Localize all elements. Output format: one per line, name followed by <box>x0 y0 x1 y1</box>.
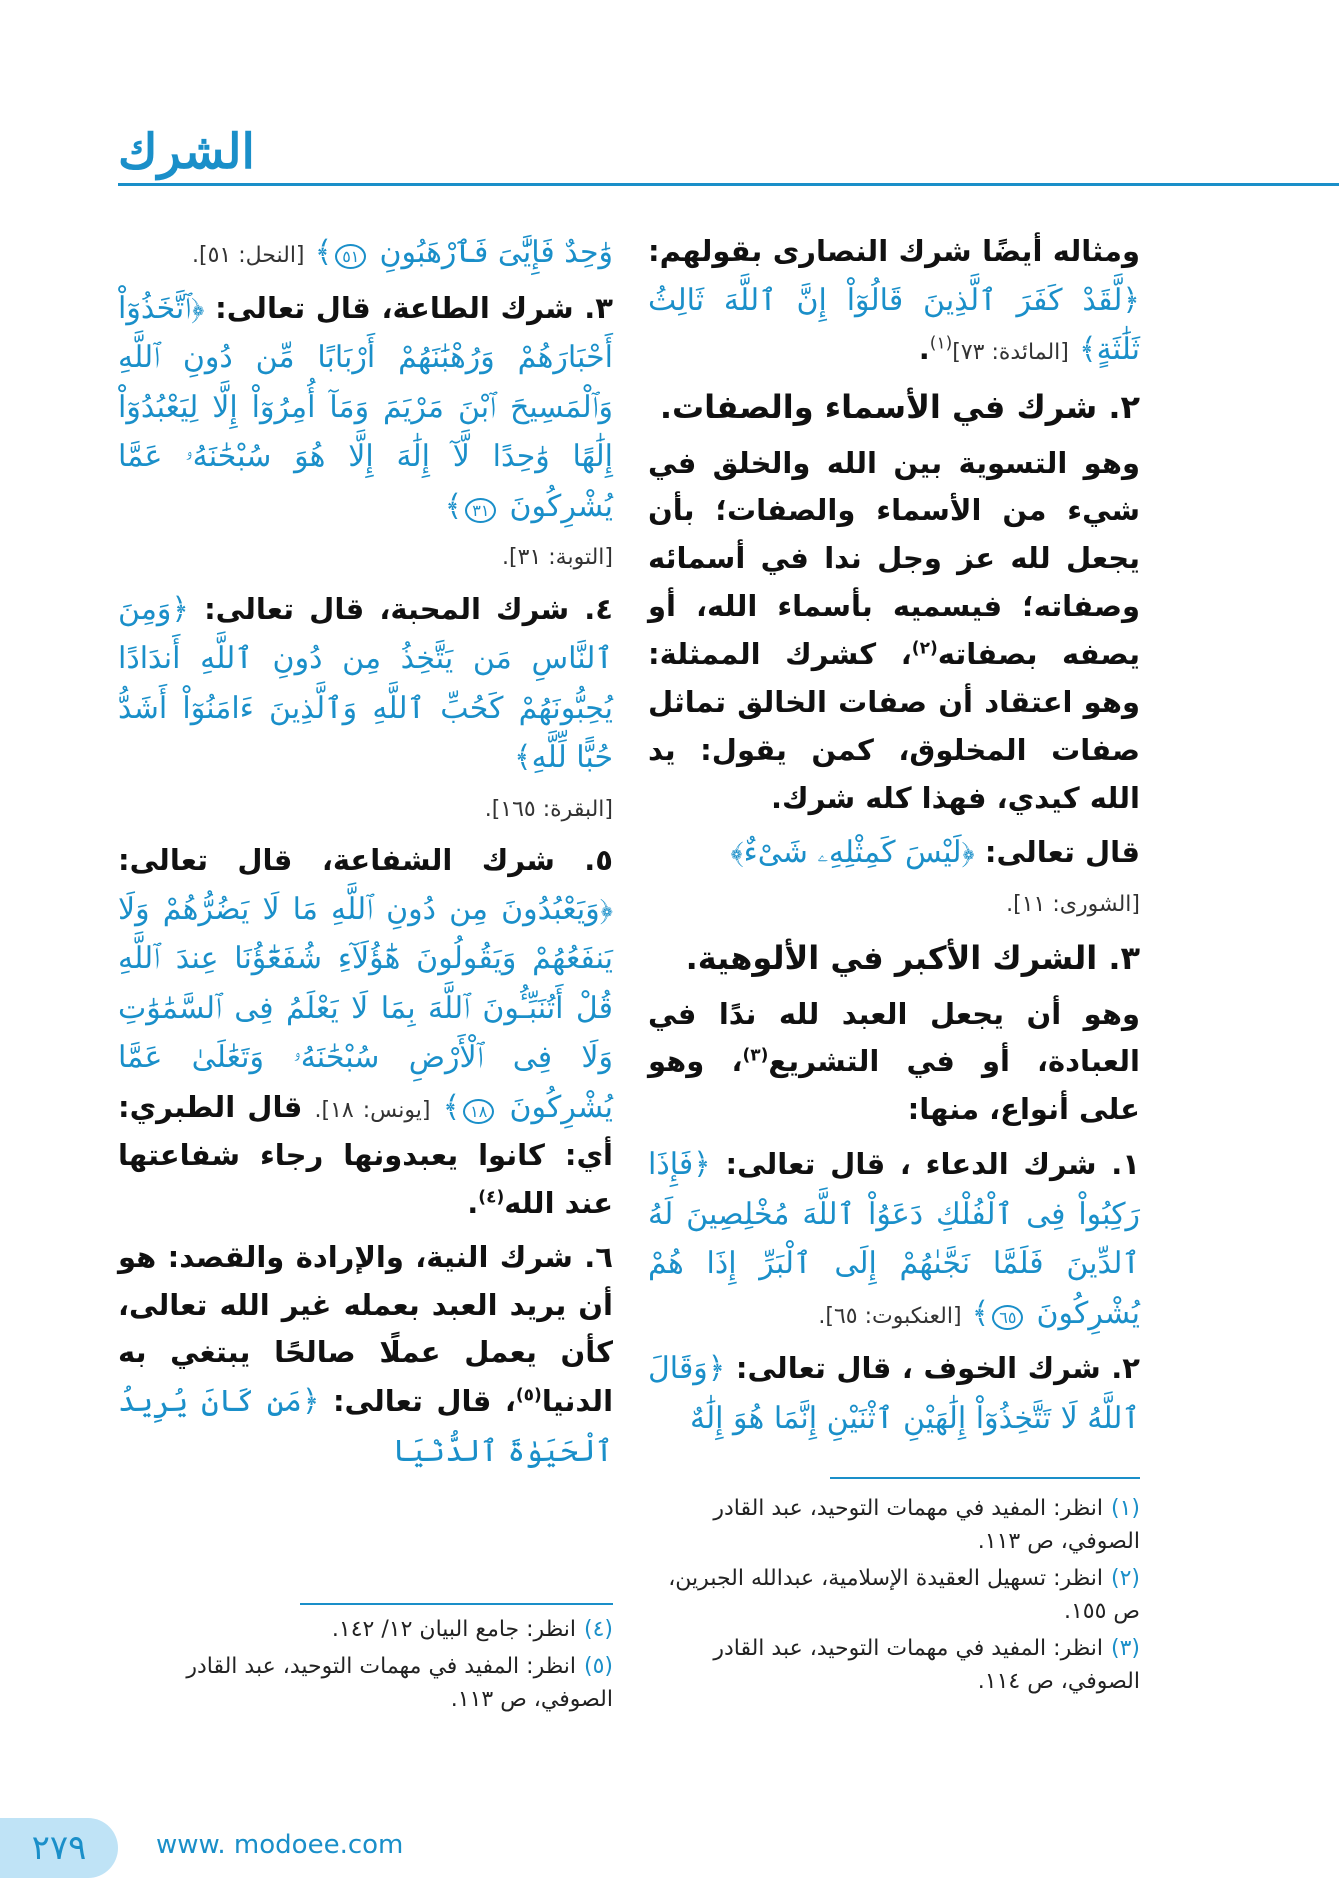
list-item-taa: ٣. شرك الطاعة، قال تعالى: ﴿ٱتَّخَذُوٓاْ أَحْبَارَهُمْ وَرُهْبَٰنَهُمْ أَرْبَابًا مِّن دُونِ ٱللَّهِ وَٱلْمَسِيحَ ٱبْنَ مَرْيَمَ وَمَآ أُمِرُوٓاْ إِلَّا لِيَعْبُدُوٓاْ إِلَٰهًا وَٰحِدًا لَّآ إِلَٰهَ إِلَّا هُوَ سُبْحَٰنَهُۥ عَمَّا يُشْرِكُونَ ٣١﴾ [التوبة: ٣١]. <box>118 290 613 570</box>
footnote-text: انظر: المفيد في مهمات التوحيد، عبد القادر الصوفي، ص ١١٣. <box>713 1496 1140 1554</box>
footnote-text: انظر: تسهيل العقيدة الإسلامية، عبدالله الجبرين، ص ١٥٥. <box>668 1566 1140 1624</box>
verse-source: [التوبة: ٣١]. <box>502 545 613 570</box>
verse-source: [المائدة: ٧٣] <box>952 340 1069 366</box>
list-item-text: ، قال تعالى: <box>319 1384 516 1419</box>
footnote-ref[interactable]: (٢) <box>911 638 938 659</box>
quran-verse: ﴿فَإِذَا رَكِبُواْ فِى ٱلْفُلْكِ دَعَوُاْ ٱللَّهَ مُخْلِصِينَ لَهُ ٱلدِّينَ فَلَمَّا نَجَّىٰهُمْ إِلَى ٱلْبَرِّ إِذَا هُمْ يُشْرِكُونَ <box>648 1147 1140 1331</box>
website-link[interactable]: www. modoee.com <box>156 1830 404 1860</box>
list-item-dua: ١. شرك الدعاء ، قال تعالى: ﴿فَإِذَا رَكِبُواْ فِى ٱلْفُلْكِ دَعَوُاْ ٱللَّهَ مُخْلِصِينَ لَهُ ٱلدِّينَ فَلَمَّا نَجَّىٰهُمْ إِلَى ٱلْبَرِّ إِذَا هُمْ يُشْرِكُونَ ٦٥﴾ [العنكبوت: ٦٥]. <box>648 1147 1140 1331</box>
footnote-item <box>648 1632 1140 1698</box>
paragraph-text: وهو التسوية بين الله والخلق في شيء من الأسماء والصفات؛ بأن يجعل لله عز وجل ندا في أسمائه وصفاته؛ فيسميه بأسماء الله، أو يصفه بصفاته <box>648 445 1140 672</box>
quran-verse: ﴿ٱتَّخَذُوٓاْ أَحْبَارَهُمْ وَرُهْبَٰنَهُمْ أَرْبَابًا مِّن دُونِ ٱللَّهِ وَٱلْمَسِيحَ ٱبْنَ مَرْيَمَ وَمَآ أُمِرُوٓاْ إِلَّا لِيَعْبُدُوٓاْ إِلَٰهًا وَٰحِدًا لَّآ إِلَٰهَ إِلَّا هُوَ سُبْحَٰنَهُۥ عَمَّا يُشْرِكُونَ <box>118 290 613 524</box>
list-item-text: ٥. شرك الشفاعة، قال تعالى: <box>118 842 613 877</box>
list-item-niyya <box>118 1234 613 1477</box>
footnote-divider <box>830 1477 1140 1479</box>
paragraph-text: قال تعالى: <box>974 835 1140 870</box>
paragraph-names-attributes <box>648 440 1140 823</box>
list-item-text: ٣. شرك الطاعة، قال تعالى: <box>204 290 613 325</box>
list-item-shafaa: ٥. شرك الشفاعة، قال تعالى: ﴿وَيَعْبُدُونَ مِن دُونِ ٱللَّهِ مَا لَا يَضُرُّهُمْ وَلَا يَنفَعُهُمْ وَيَقُولُونَ هَٰٓؤُلَآءِ شُفَعَٰٓؤُنَا عِندَ ٱللَّهِ قُلْ أَتُنَبِّـُٔونَ ٱللَّهَ بِمَا لَا يَعْلَمُ فِى ٱلسَّمَٰوَٰتِ وَلَا فِى ٱلْأَرْضِ سُبْحَٰنَهُۥ وَتَعَٰلَىٰ عَمَّا يُشْرِكُونَ ١٨﴾ [يونس: ١٨]. قال الطبري: أي: كانوا يعبدونها رجاء شفاعتها عند الله$^{(٤)}$. <box>118 842 613 1220</box>
footnote-ref[interactable]: (٥) <box>515 1385 542 1406</box>
footnote-item <box>648 1492 1140 1558</box>
footnote-number: (٥) <box>583 1654 613 1679</box>
paragraph-text: ، كشرك الممثلة: وهو اعتقاد أن صفات الخالق تماثل صفات المخلوق، كمن يقول: يد الله كيدي، فهذا كله شرك. <box>648 637 1140 815</box>
quran-verse: ﴿وَقَالَ ٱللَّهُ لَا تَتَّخِذُوٓاْ إِلَٰهَيْنِ ٱثْنَيْنِ إِنَّمَا هُوَ إِلَٰهٌ <box>648 1351 1140 1436</box>
paragraph-text: قال الطبري: أي: كانوا يعبدونها رجاء شفاعتها عند الله <box>118 1089 613 1220</box>
footnote-number: (٤) <box>583 1617 613 1642</box>
footnotes-right <box>648 1492 1140 1702</box>
list-item-text: ٢. شرك الخوف ، قال تعالى: <box>725 1351 1140 1386</box>
footnote-ref[interactable]: (١) <box>929 333 953 354</box>
footnote-text: انظر: المفيد في مهمات التوحيد، عبد القادر الصوفي، ص ١١٤. <box>713 1636 1140 1694</box>
footnote-text: انظر: المفيد في مهمات التوحيد، عبد القادر الصوفي، ص ١١٣. <box>186 1654 613 1712</box>
quran-verse: ﴿وَيَعْبُدُونَ مِن دُونِ ٱللَّهِ مَا لَا يَضُرُّهُمْ وَلَا يَنفَعُهُمْ وَيَقُولُونَ هَٰٓؤُلَآءِ شُفَعَٰٓؤُنَا عِندَ ٱللَّهِ قُلْ أَتُنَبِّـُٔونَ ٱللَّهَ بِمَا لَا يَعْلَمُ فِى ٱلسَّمَٰوَٰتِ وَلَا فِى ٱلْأَرْضِ سُبْحَٰنَهُۥ وَتَعَٰلَىٰ عَمَّا يُشْرِكُونَ <box>118 891 613 1125</box>
footnote-item <box>118 1650 613 1716</box>
quran-verse: ﴿لَيْسَ كَمِثْلِهِۦ شَىْءٌ﴾ <box>730 835 975 871</box>
verse-continuation: وَٰحِدٌ فَإِيَّٰىَ فَٱرْهَبُونِ ٥١﴾ [النحل: ٥١]. <box>191 235 613 270</box>
paragraph-text: ومثاله أيضًا شرك النصارى بقولهم: <box>648 234 1140 268</box>
quran-verse: ﴿مَن كَانَ يُرِيدُ ٱلْحَيَوٰةَ ٱلدُّنْيَا <box>118 1384 613 1469</box>
page-title: الشرك <box>118 124 255 180</box>
quran-verse: ﴿لَّقَدْ كَفَرَ ٱلَّذِينَ قَالُوٓاْ إِنَّ ٱللَّهَ ثَالِثُ ثَلَٰثَةٍ﴾ <box>648 282 1140 368</box>
paragraph-text: وهو أن يجعل العبد لله ندًا في العبادة، أو في التشريع <box>648 996 1140 1079</box>
footnote-text: انظر: جامع البيان ١٢/ ١٤٢. <box>331 1617 576 1642</box>
paragraph-text: ، وهو على أنواع، منها: <box>648 1044 1140 1127</box>
verse-source: [البقرة: ١٦٥]. <box>484 796 613 822</box>
ayah-number-badge: ٥١ <box>335 244 366 269</box>
quran-verse: وَٰحِدٌ فَإِيَّٰىَ فَٱرْهَبُونِ <box>379 235 613 270</box>
right-column <box>648 228 1140 1449</box>
footnote-number: (١) <box>1110 1496 1140 1521</box>
list-item-khawf <box>648 1344 1140 1443</box>
footnote-item <box>648 1562 1140 1628</box>
verse-source: [الشورى: ١١]. <box>1006 891 1140 917</box>
paragraph-verse-laysa <box>648 828 1140 925</box>
footnotes-left <box>118 1613 613 1720</box>
footnote-number: (٢) <box>1110 1566 1140 1591</box>
verse-source: [النحل: ٥١]. <box>191 243 305 268</box>
left-column <box>118 228 613 1482</box>
header-rule <box>118 183 1339 186</box>
quran-verse: ﴿وَمِنَ ٱلنَّاسِ مَن يَتَّخِذُ مِن دُونِ ٱللَّهِ أَندَادًا يُحِبُّونَهُمْ كَحُبِّ ٱللَّهِ وَٱلَّذِينَ ءَامَنُوٓاْ أَشَدُّ حُبًّا لِّلَّهِ﴾ <box>118 591 613 776</box>
ayah-number-badge: ٣١ <box>465 498 496 523</box>
paragraph-uluhiyya <box>648 991 1140 1135</box>
paragraph-christian-example: ومثاله أيضًا شرك النصارى بقولهم: ﴿لَّقَدْ كَفَرَ ٱلَّذِينَ قَالُوٓاْ إِنَّ ٱللَّهَ ثَالِثُ ثَلَٰثَةٍ﴾ [المائدة: ٧٣]$^{(١)}$. <box>648 234 1140 368</box>
footnote-divider <box>300 1603 613 1605</box>
section-heading-uluhiyya: ٣. الشرك الأكبر في الألوهية. <box>685 938 1140 977</box>
list-item-text: ٦. شرك النية، والإرادة والقصد: هو أن يريد العبد بعمله غير الله تعالى، كأن يعمل عملًا صالحًا يبتغي به الدنيا <box>118 1239 614 1419</box>
footnote-number: (٣) <box>1110 1636 1140 1661</box>
footnote-ref[interactable]: (٣) <box>742 1045 769 1066</box>
list-item-text: ٤. شرك المحبة، قال تعالى: <box>188 591 613 626</box>
footnote-ref[interactable]: (٤) <box>478 1187 505 1208</box>
page-number: ٢٧٩ <box>0 1818 118 1878</box>
list-item-mahabba <box>118 585 613 831</box>
verse-source: [العنكبوت: ٦٥]. <box>818 1303 962 1329</box>
ayah-number-badge: ٦٥ <box>992 1305 1023 1330</box>
verse-source: [يونس: ١٨]. <box>314 1097 431 1123</box>
ayah-number-badge: ١٨ <box>463 1099 494 1124</box>
footnote-item <box>118 1613 613 1646</box>
section-heading-names-attributes: ٢. شرك في الأسماء والصفات. <box>659 387 1140 426</box>
list-item-text: ١. شرك الدعاء ، قال تعالى: <box>710 1147 1140 1182</box>
